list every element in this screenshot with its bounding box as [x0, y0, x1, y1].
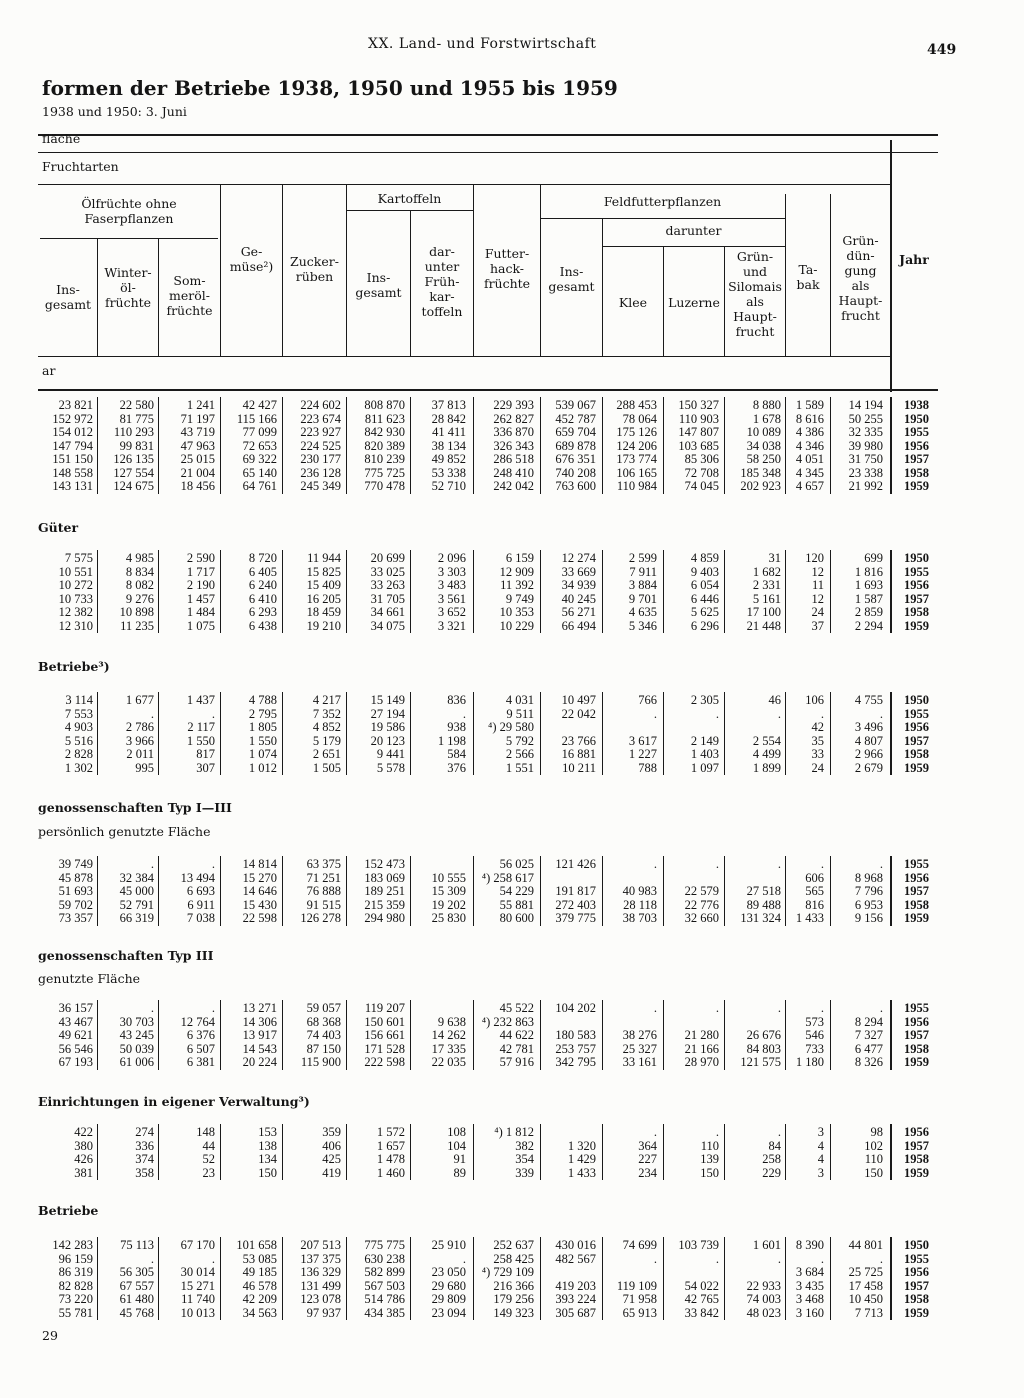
column-rule: [158, 856, 159, 926]
data-column: 46 . 2 554 4 499 1 899: [752, 693, 781, 775]
data-column: 4 217 7 352 4 852 5 179 2 651 1 505: [312, 693, 341, 775]
data-column: 2 096 3 303 3 483 3 561 3 652 3 321: [437, 551, 466, 633]
data-column: 14 814 15 270 14 646 15 430 22 598: [242, 857, 277, 925]
data-column: 1 437 . 2 117 1 550 817 307: [186, 693, 215, 775]
year-column: 1955 1956 1957 1958 1959: [904, 857, 929, 925]
year-rule: [890, 856, 892, 926]
data-column: 6 159 12 909 11 392 9 749 10 353 10 229: [499, 551, 534, 633]
column-rule: [540, 856, 541, 926]
year-rule: [890, 1000, 892, 1070]
data-column: 808 870 811 623 842 930 820 389 810 239 775 725 770 478: [364, 398, 405, 493]
year-rule: [890, 1237, 892, 1320]
header-rule: [38, 184, 890, 185]
column-rule: [602, 1000, 603, 1070]
column-rule: [663, 692, 664, 775]
col-luzerne: Luzerne: [668, 295, 720, 310]
column-rule: [602, 692, 603, 775]
column-rule: [282, 856, 283, 926]
year-rule: [890, 1124, 892, 1180]
data-column: 207 513 137 375 136 329 131 499 123 078 97 937: [300, 1238, 341, 1320]
data-column: 63 375 71 251 76 888 91 515 126 278: [300, 857, 341, 925]
data-column: . 8 968 7 796 6 953 9 156: [854, 857, 883, 925]
data-column: 2 599 7 911 3 884 9 701 4 635 5 346: [628, 551, 657, 633]
col-gruenduengung: Grün- dün- gung als Haupt- frucht: [838, 233, 883, 323]
column-rule: [724, 1124, 725, 1180]
col-futterhackfruechte: Futter- hack- früchte: [483, 246, 531, 291]
col-gemuese: Ge- müse²): [229, 244, 274, 274]
data-column: 98 102 110 150: [864, 1125, 883, 1180]
data-column: 10 555 15 309 19 202 25 830: [431, 870, 466, 925]
header-rule: [540, 218, 785, 219]
data-column: 150 327 110 903 147 807 103 685 85 306 72 708 74 045: [678, 398, 719, 493]
column-rule: [785, 550, 786, 633]
column-rule: [158, 692, 159, 775]
column-rule: [346, 1237, 347, 1320]
data-column: . 26 676 84 803 121 575: [740, 1001, 781, 1069]
column-rule: [540, 397, 541, 494]
data-column: 4 788 2 795 1 805 1 550 1 074 1 012: [248, 693, 277, 775]
data-column: . 22 579 22 776 32 660: [684, 857, 719, 925]
data-column: 10 497 22 042 23 766 16 881 10 211: [561, 693, 596, 775]
year-rule: [890, 692, 892, 775]
data-column: 101 658 53 085 49 185 46 578 42 209 34 563: [236, 1238, 277, 1320]
column-rule: [282, 550, 283, 633]
data-column: 74 699 . 119 109 71 958 65 913: [616, 1238, 657, 1320]
data-column: 36 157 43 467 49 621 56 546 67 193: [58, 1001, 93, 1069]
column-rule: [724, 856, 725, 926]
column-rule: [663, 397, 664, 494]
column-rule: [220, 1124, 221, 1180]
data-column: . 13 494 6 693 6 911 7 038: [180, 857, 215, 925]
year-column: 1950 1955 1956 1957 1958 1959: [904, 551, 929, 633]
data-column: 1 241 71 197 43 719 47 963 25 015 21 004 18 456: [180, 398, 215, 493]
column-rule: [830, 1124, 831, 1180]
column-rule: [97, 550, 98, 633]
column-rule: [540, 1124, 541, 1180]
column-rule: [724, 397, 725, 494]
section-title: Betriebe³): [38, 659, 110, 674]
col-winteroel: Winter- öl- früchte: [104, 265, 152, 310]
data-column: 148 44 52 23: [196, 1125, 215, 1180]
section-title: Einrichtungen in eigener Verwaltung³): [38, 1094, 310, 1109]
data-column: 1 677 . 2 786 3 966 2 011 995: [125, 693, 154, 775]
column-rule: [830, 856, 831, 926]
column-rule: [410, 397, 411, 494]
data-column: 422 380 426 381: [74, 1125, 93, 1180]
column-rule: [830, 692, 831, 775]
data-column: 67 170 . 30 014 15 271 11 740 10 013: [180, 1238, 215, 1320]
column-rule: [663, 856, 664, 926]
data-column: 288 453 78 064 175 126 124 206 173 774 106 165 110 984: [616, 398, 657, 493]
col-silomais: Grün- und Silomais als Haupt- frucht: [728, 249, 782, 339]
column-rule: [473, 1000, 474, 1070]
data-column: 539 067 452 787 659 704 689 878 676 351 740 208 763 600: [555, 398, 596, 493]
header-rule: [38, 152, 938, 153]
column-rule: [785, 692, 786, 775]
column-rule: [602, 856, 603, 926]
header-flaeche: fläche: [42, 131, 81, 146]
data-column: . 40 983 28 118 38 703: [622, 857, 657, 925]
column-rule: [158, 397, 159, 494]
data-column: 359 406 425 419: [322, 1125, 341, 1180]
data-column: 22 580 81 775 110 293 99 831 126 135 127 554 124 675: [113, 398, 154, 493]
column-rule: [830, 550, 831, 633]
column-rule: [473, 1124, 474, 1180]
data-column: . 606 565 816 1 433: [795, 857, 824, 925]
column-rule: [540, 1000, 541, 1070]
data-column: 11 944 15 825 15 409 16 205 18 459 19 210: [306, 551, 341, 633]
data-column: 15 149 27 194 19 586 20 123 9 441 5 578: [370, 693, 405, 775]
year-rule: [890, 550, 892, 633]
column-rule: [663, 1000, 664, 1070]
column-rule: [785, 1237, 786, 1320]
header-fruchtarten: Fruchtarten: [42, 159, 119, 174]
column-rule: [724, 1237, 725, 1320]
data-column: 4 859 9 403 6 054 6 446 5 625 6 296: [690, 551, 719, 633]
table-subtitle: 1938 und 1950: 3. Juni: [42, 104, 187, 119]
data-column: . 38 276 25 327 33 161: [622, 1001, 657, 1069]
header-rule: [38, 356, 890, 357]
section-title: Betriebe: [38, 1203, 99, 1218]
col-sommeroel: Som- meröl- früchte: [166, 273, 213, 318]
data-column: 152 473 183 069 189 251 215 359 294 980: [364, 857, 405, 925]
data-column: 13 271 14 306 13 917 14 543 20 224: [242, 1001, 277, 1069]
col-kart-insgesamt: Ins- gesamt: [355, 270, 402, 300]
data-column: 766 . 3 617 1 227 788: [628, 693, 657, 775]
header-top-rule: [38, 134, 938, 136]
data-column: . 30 703 43 245 50 039 61 006: [119, 1001, 154, 1069]
data-column: 37 813 28 842 41 411 38 134 49 852 53 338 52 710: [431, 398, 466, 493]
data-column: 2 305 . 2 149 1 403 1 097: [690, 693, 719, 775]
page-number: 449: [927, 42, 957, 58]
header-oelfruechte: Ölfrüchte ohne Faserpflanzen: [81, 196, 177, 226]
data-column: 7 575 10 551 10 272 10 733 12 382 12 310: [58, 551, 93, 633]
column-rule: [346, 856, 347, 926]
column-rule: [97, 856, 98, 926]
section-title: genossenschaften Typ I—III: [38, 800, 232, 815]
year-column: 1938 1950 1955 1956 1957 1958 1959: [904, 398, 929, 493]
unit-label: ar: [42, 363, 56, 378]
data-column: 153 138 134 150: [258, 1125, 277, 1180]
column-rule: [602, 397, 603, 494]
data-column: 699 1 816 1 693 1 587 2 859 2 294: [854, 551, 883, 633]
column-rule: [473, 550, 474, 633]
data-column: . 12 764 6 376 6 507 6 381: [180, 1001, 215, 1069]
header-rule: [40, 238, 218, 239]
chapter-heading: XX. Land- und Forstwirtschaft: [368, 36, 597, 52]
column-rule: [724, 1000, 725, 1070]
column-rule: [220, 550, 221, 633]
data-column: 252 637 258 425 ⁴) 729 109 216 366 179 256 149 323: [481, 1238, 534, 1320]
column-rule: [282, 1237, 283, 1320]
data-column: 1 589 8 616 4 386 4 346 4 051 4 345 4 657: [795, 398, 824, 493]
section-title: genutzte Fläche: [38, 971, 141, 986]
column-rule: [830, 1000, 831, 1070]
header-vrule: [602, 218, 603, 356]
header-bottom-rule: [38, 389, 938, 391]
column-rule: [830, 397, 831, 494]
data-column: 142 283 96 159 86 319 82 828 73 220 55 781: [52, 1238, 93, 1320]
header-darunter: darunter: [665, 223, 722, 238]
data-column: . 27 518 89 488 131 324: [740, 857, 781, 925]
column-rule: [158, 1000, 159, 1070]
section-title: persönlich genutzte Fläche: [38, 824, 211, 839]
column-rule: [220, 856, 221, 926]
year-rule: [890, 397, 892, 494]
column-rule: [785, 397, 786, 494]
data-column: 106 . 42 35 33 24: [805, 693, 824, 775]
column-rule: [410, 1000, 411, 1070]
data-column: 8 720 6 405 6 240 6 410 6 293 6 438: [248, 551, 277, 633]
col-oel-insgesamt: Ins- gesamt: [44, 282, 92, 312]
col-fruehkartoffeln: dar- unter Früh- kar- toffeln: [421, 244, 463, 319]
data-column: 25 910 . 23 050 29 680 29 809 23 094: [431, 1238, 466, 1320]
column-rule: [724, 550, 725, 633]
year-column: 1950 1955 1956 1957 1958 1959: [904, 693, 929, 775]
header-rule: [602, 246, 785, 247]
data-column: 45 522 ⁴) 232 863 44 622 42 781 57 916: [481, 1001, 534, 1069]
section-title: Güter: [38, 520, 79, 535]
data-column: 42 427 115 166 77 099 72 653 69 322 65 140 64 761: [236, 398, 277, 493]
column-rule: [282, 1124, 283, 1180]
data-column: 3 114 7 553 4 903 5 516 2 828 1 302: [64, 693, 93, 775]
data-column: 56 025 ⁴) 258 617 54 229 55 881 80 600: [481, 857, 534, 925]
data-column: . 21 280 21 166 28 970: [684, 1001, 719, 1069]
data-column: . 110 139 150: [700, 1125, 719, 1180]
column-rule: [346, 1124, 347, 1180]
column-rule: [346, 692, 347, 775]
data-column: 108 104 91 89: [447, 1125, 466, 1180]
data-column: 3 4 4 3: [817, 1125, 824, 1180]
data-column: 4 031 9 511 ⁴) 29 580 5 792 2 566 1 551: [487, 693, 534, 775]
column-rule: [346, 397, 347, 494]
data-column: 229 393 262 827 336 870 326 343 286 518 248 410 242 042: [493, 398, 534, 493]
data-column: 9 638 14 262 17 335 22 035: [431, 1014, 466, 1069]
column-rule: [97, 1124, 98, 1180]
column-rule: [785, 1124, 786, 1180]
data-column: ⁴) 1 812 382 354 339: [494, 1125, 534, 1180]
data-column: 120 12 11 12 24 37: [805, 551, 824, 633]
column-rule: [724, 692, 725, 775]
column-rule: [830, 1237, 831, 1320]
data-column: 8 880 1 678 10 089 34 038 58 250 185 348 202 923: [740, 398, 781, 493]
data-column: 1 572 1 657 1 478 1 460: [376, 1125, 405, 1180]
column-rule: [282, 1000, 283, 1070]
data-column: 31 1 682 2 331 5 161 17 100 21 448: [746, 551, 781, 633]
data-column: 14 194 50 255 32 335 39 980 31 750 23 338 21 992: [848, 398, 883, 493]
column-rule: [220, 397, 221, 494]
column-rule: [663, 1237, 664, 1320]
table-title: formen der Betriebe 1938, 1950 und 1955 bis 1959: [42, 76, 618, 100]
column-rule: [602, 1237, 603, 1320]
column-rule: [220, 1000, 221, 1070]
year-column: 1950 1955 1956 1957 1958 1959: [904, 1238, 929, 1320]
data-column: 121 426 191 817 272 403 379 775: [555, 857, 596, 925]
data-column: . 364 227 234: [638, 1125, 657, 1180]
column-rule: [158, 550, 159, 633]
column-rule: [97, 397, 98, 494]
data-column: 75 113 . 56 305 67 557 61 480 45 768: [119, 1238, 154, 1320]
data-column: . 32 384 45 000 52 791 66 319: [119, 857, 154, 925]
footer-page-number: 29: [42, 1328, 58, 1343]
column-rule: [540, 550, 541, 633]
column-rule: [602, 550, 603, 633]
data-column: 23 821 152 972 154 012 147 794 151 150 148 558 143 131: [52, 398, 93, 493]
data-column: 59 057 68 368 74 403 87 150 115 900: [300, 1001, 341, 1069]
data-column: 836 . 938 1 198 584 376: [437, 693, 466, 775]
header-vrule-jahr: [890, 140, 892, 392]
column-rule: [602, 1124, 603, 1180]
column-rule: [663, 550, 664, 633]
data-column: . 8 294 7 327 6 477 8 326: [854, 1001, 883, 1069]
data-column: 44 801 . 25 725 17 458 10 450 7 713: [848, 1238, 883, 1320]
column-rule: [158, 1124, 159, 1180]
data-column: 1 601 . 22 933 74 003 48 023: [746, 1238, 781, 1320]
data-column: . 84 258 229: [762, 1125, 781, 1180]
header-kartoffeln: Kartoffeln: [377, 191, 442, 206]
column-rule: [785, 1000, 786, 1070]
data-column: 12 274 33 669 34 939 40 245 56 271 66 494: [561, 551, 596, 633]
data-column: 20 699 33 025 33 263 31 705 34 661 34 075: [370, 551, 405, 633]
data-column: 8 390 . 3 684 3 435 3 468 3 160: [795, 1238, 824, 1320]
column-rule: [473, 856, 474, 926]
column-rule: [97, 1237, 98, 1320]
column-rule: [282, 692, 283, 775]
data-column: 775 775 630 238 582 899 567 503 514 786 434 385: [364, 1238, 405, 1320]
column-rule: [220, 1237, 221, 1320]
col-zuckerrueben: Zucker- rüben: [290, 254, 339, 284]
col-klee: Klee: [618, 295, 648, 310]
col-feld-insgesamt: Ins- gesamt: [548, 264, 595, 294]
data-column: 274 336 374 358: [135, 1125, 154, 1180]
data-column: 4 985 8 834 8 082 9 276 10 898 11 235: [119, 551, 154, 633]
column-rule: [346, 1000, 347, 1070]
data-column: 119 207 150 601 156 661 171 528 222 598: [364, 1001, 405, 1069]
column-rule: [785, 856, 786, 926]
data-column: 4 755 . 3 496 4 807 2 966 2 679: [854, 693, 883, 775]
column-rule: [97, 692, 98, 775]
data-column: . 573 546 733 1 180: [795, 1001, 824, 1069]
column-rule: [663, 1124, 664, 1180]
column-rule: [282, 397, 283, 494]
data-column: 104 202 180 583 253 757 342 795: [555, 1001, 596, 1069]
section-title: genossenschaften Typ III: [38, 948, 214, 963]
data-column: 430 016 482 567 419 203 393 224 305 687: [555, 1238, 596, 1320]
data-column: 103 739 . 54 022 42 765 33 842: [678, 1238, 719, 1320]
column-rule: [220, 692, 221, 775]
column-rule: [410, 856, 411, 926]
column-rule: [540, 1237, 541, 1320]
column-rule: [97, 1000, 98, 1070]
data-column: 1 320 1 429 1 433: [567, 1138, 596, 1180]
col-tabak: Ta- bak: [796, 262, 820, 292]
column-rule: [473, 1237, 474, 1320]
year-column: 1956 1957 1958 1959: [904, 1125, 929, 1180]
column-rule: [473, 397, 474, 494]
column-rule: [410, 1124, 411, 1180]
data-column: 2 590 1 717 2 190 1 457 1 484 1 075: [186, 551, 215, 633]
data-column: 39 749 45 878 51 693 59 702 73 357: [58, 857, 93, 925]
header-feldfutter: Feldfutterpflanzen: [603, 194, 722, 209]
column-rule: [410, 550, 411, 633]
column-rule: [158, 1237, 159, 1320]
column-rule: [410, 692, 411, 775]
column-rule: [473, 692, 474, 775]
column-rule: [410, 1237, 411, 1320]
column-rule: [346, 550, 347, 633]
data-column: 224 602 223 674 223 927 224 525 230 177 236 128 245 349: [300, 398, 341, 493]
column-rule: [540, 692, 541, 775]
year-column: 1955 1956 1957 1958 1959: [904, 1001, 929, 1069]
col-jahr: Jahr: [899, 252, 929, 267]
